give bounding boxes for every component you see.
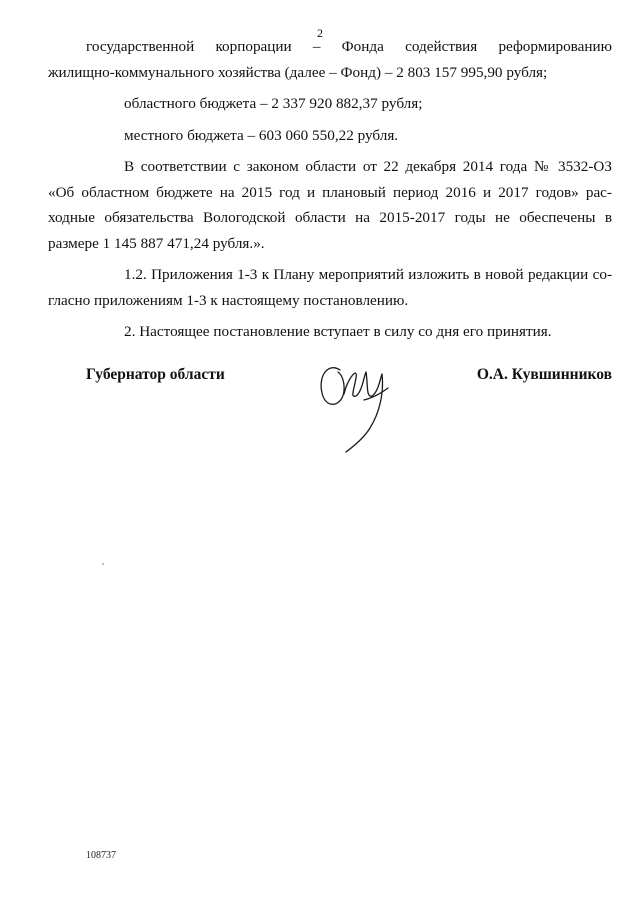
paragraph-regional-budget: [86, 91, 612, 117]
text-line: 2. Настоящее постановление вступает в силу со дня его принятия.: [124, 323, 552, 340]
paragraph-appendices: [48, 262, 612, 313]
handwritten-signature: [310, 348, 400, 458]
paragraph-fund-financing: [48, 34, 612, 85]
text-line: государственной корпорации – Фонда содействия реформированию: [86, 38, 612, 55]
paragraph-law-reference: [48, 154, 612, 256]
signatory-name: О.А. Кувшинников: [476, 366, 612, 383]
text-line: ходные обязательства Вологодской области на 2015-2017 годы не обеспечены в: [48, 209, 612, 226]
text-line: местного бюджета – 603 060 550,22 рубля.: [124, 126, 399, 144]
text-line: «Об областном бюджете на 2015 год и плановый период 2016 и 2017 годов» рас-: [48, 183, 612, 201]
paragraph-local-budget: [86, 123, 612, 149]
text-line: размере 1 145 887 471,24 рубля.».: [48, 234, 265, 252]
paragraph-effective-date: [86, 319, 612, 345]
text-line: жилищно-коммунального хозяйства (далее – Фонд) – 2 803 157 995,90 рубля;: [48, 63, 548, 81]
page-number: 2: [317, 26, 323, 40]
text-line: гласно приложениям 1-3 к настоящему постановлению.: [48, 291, 409, 309]
text-line: В соответствии с законом области от 22 декабря 2014 года № 3532-ОЗ: [124, 158, 612, 175]
scan-speck: [102, 563, 104, 565]
document-code: 108737: [86, 850, 116, 861]
document-body: [48, 34, 612, 351]
text-line: областного бюджета – 2 337 920 882,37 рубля;: [124, 95, 423, 112]
text-line: 1.2. Приложения 1-3 к Плану мероприятий изложить в новой редакции со-: [124, 266, 612, 283]
signatory-position: Губернатор области: [86, 366, 225, 383]
